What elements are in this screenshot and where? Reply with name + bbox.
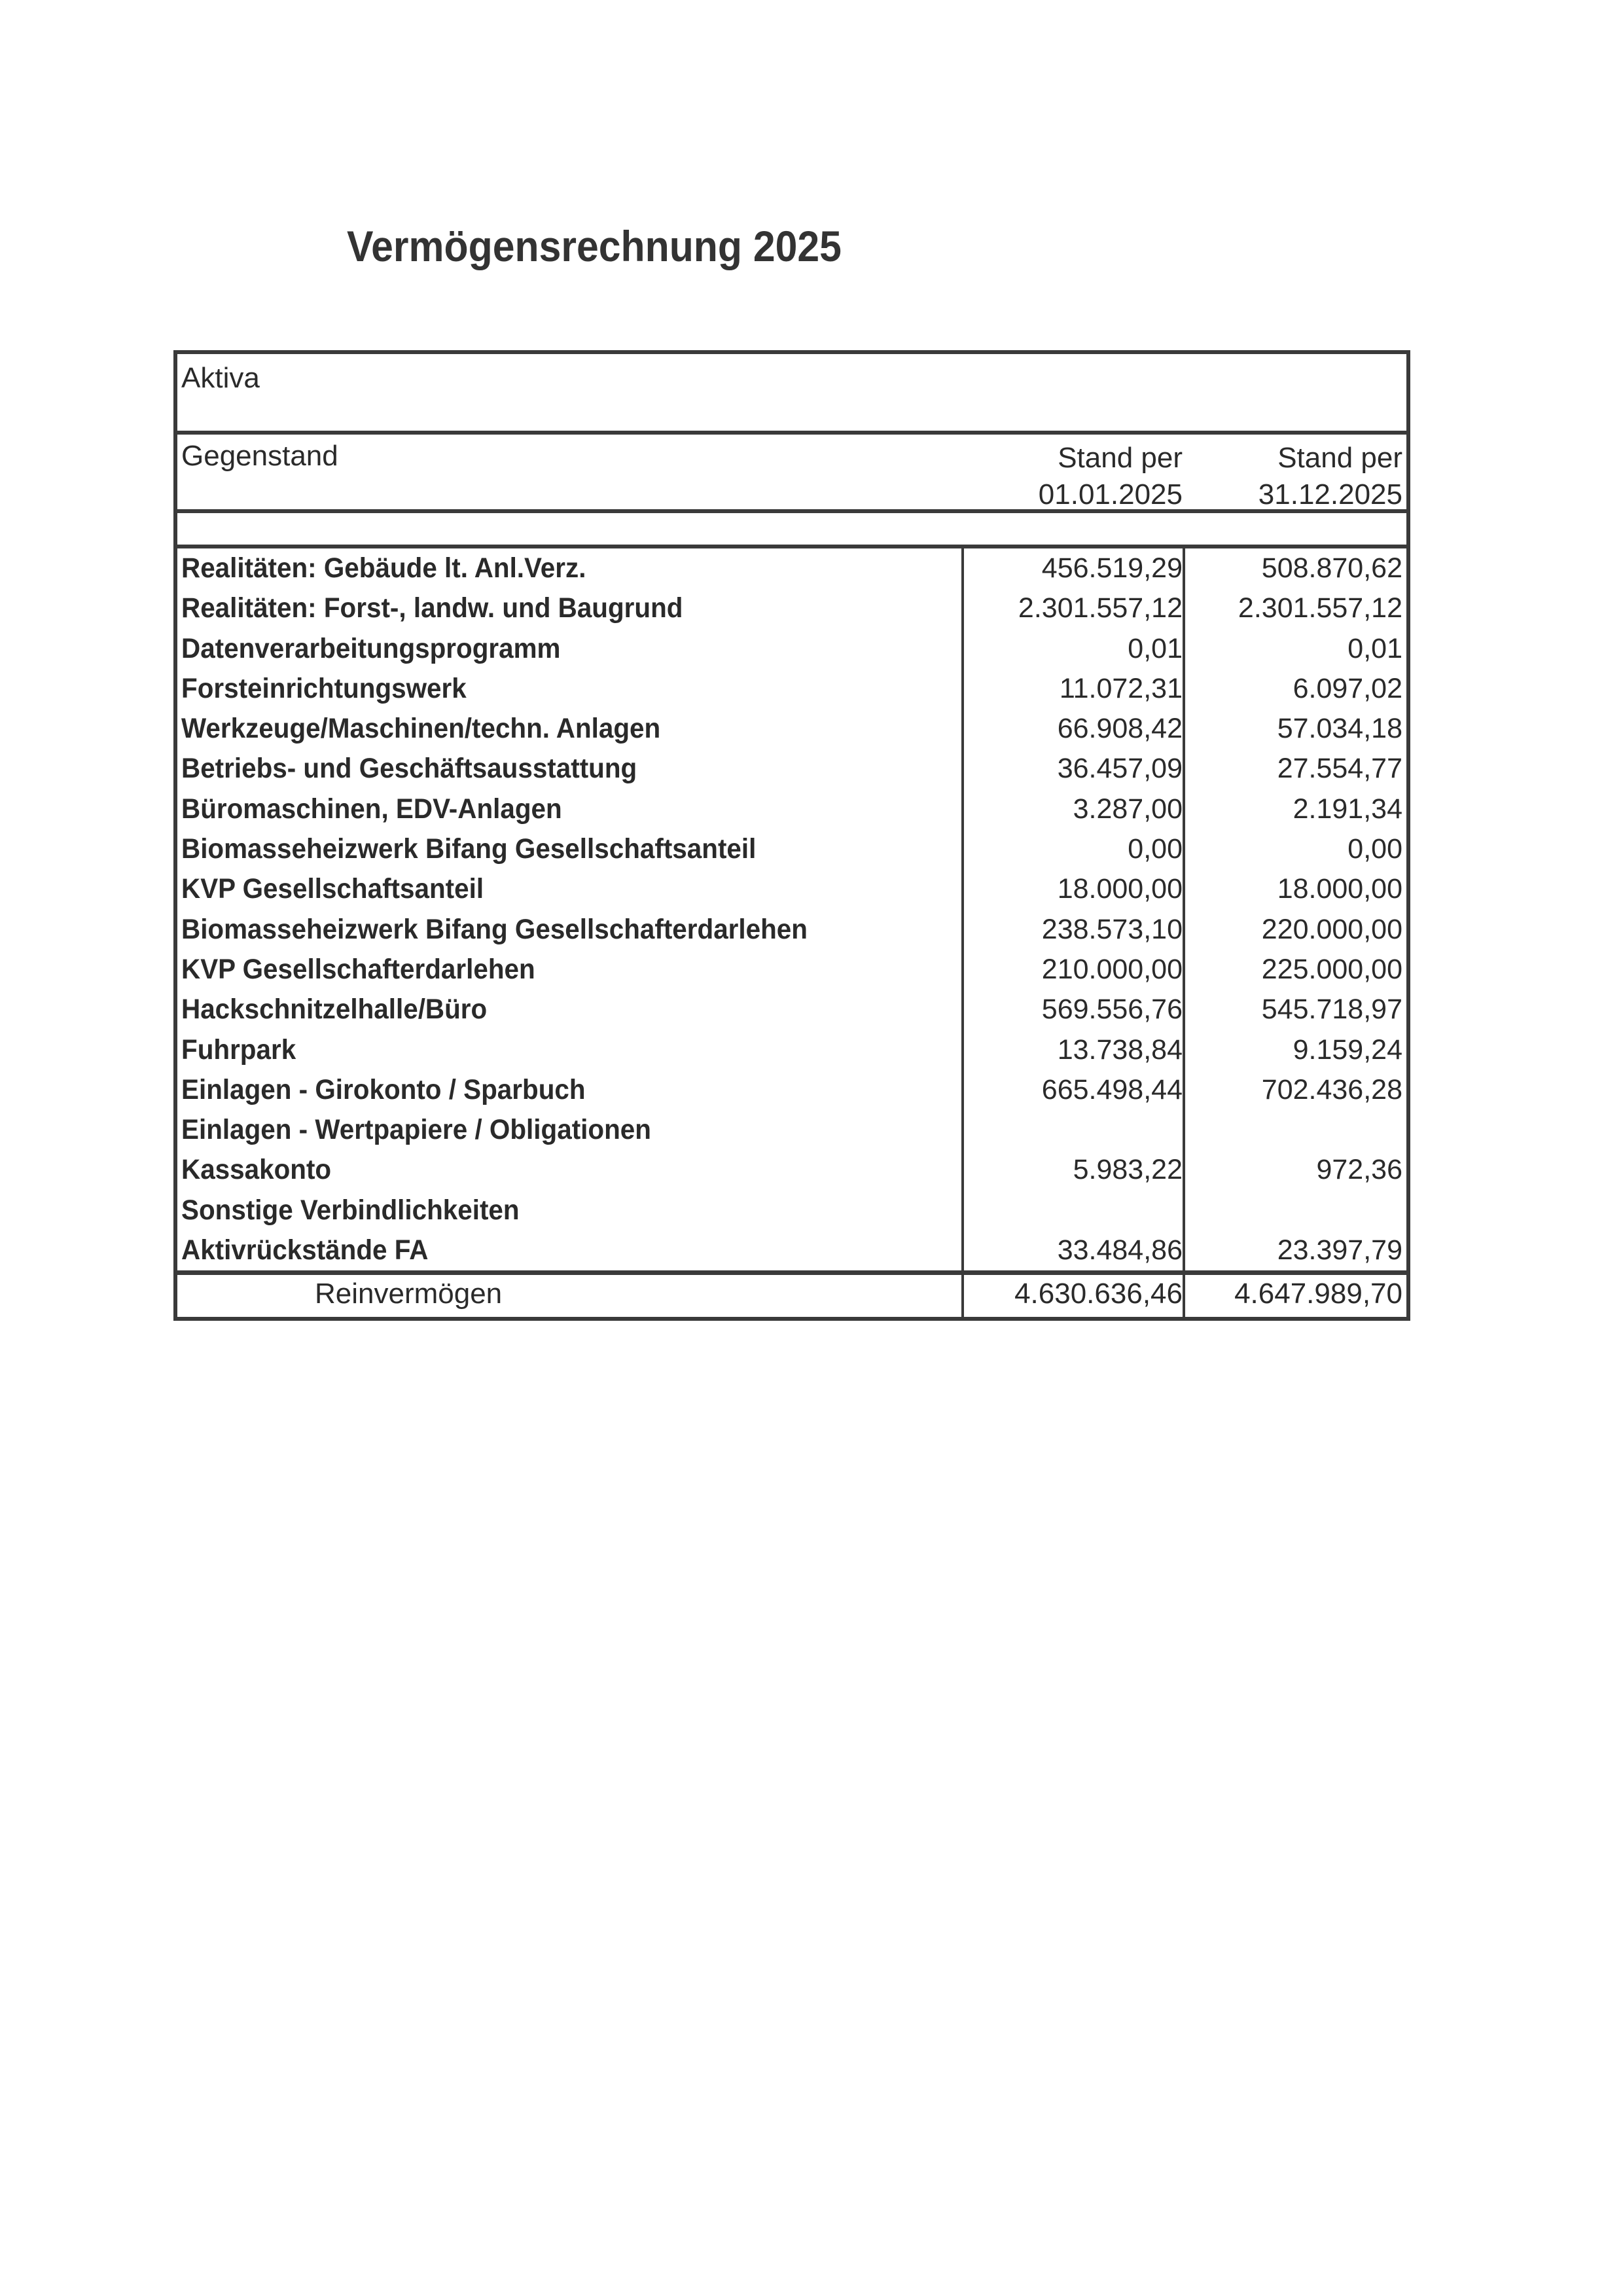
- row-end-value: 545.718,97: [1261, 994, 1402, 1026]
- row-item-name: Büromaschinen, EDV-Anlagen: [181, 793, 562, 825]
- row-end-value: 57.034,18: [1277, 713, 1402, 745]
- row-start-value: 569.556,76: [1041, 994, 1183, 1026]
- row-end-value: 972,36: [1316, 1154, 1402, 1186]
- total-end-value: 4.647.989,70: [1234, 1278, 1402, 1310]
- row-start-value: 456.519,29: [1041, 552, 1183, 584]
- row-start-value: 3.287,00: [1073, 793, 1183, 825]
- row-start-value: 13.738,84: [1057, 1033, 1183, 1066]
- row-end-value: 2.191,34: [1293, 793, 1402, 825]
- table-row: [177, 950, 1406, 990]
- row-item-name: KVP Gesellschafterdarlehen: [181, 953, 535, 985]
- table-row: [177, 629, 1406, 669]
- total-start-value: 4.630.636,46: [1014, 1278, 1183, 1310]
- row-end-value: 27.554,77: [1277, 753, 1402, 785]
- row-start-value: 210.000,00: [1041, 953, 1183, 985]
- table-row: [177, 990, 1406, 1030]
- column-divider: [961, 1275, 964, 1317]
- row-end-value: 23.397,79: [1277, 1234, 1402, 1266]
- row-item-name: Realitäten: Gebäude lt. Anl.Verz.: [181, 552, 586, 584]
- table-row: [177, 749, 1406, 789]
- column-header-row: [177, 435, 1406, 513]
- row-item-name: Realitäten: Forst-, landw. und Baugrund: [181, 592, 683, 624]
- row-item-name: Kassakonto: [181, 1154, 332, 1186]
- row-end-value: 220.000,00: [1261, 913, 1402, 945]
- table-row: [177, 588, 1406, 628]
- row-start-value: 5.983,22: [1073, 1154, 1183, 1186]
- row-item-name: Fuhrpark: [181, 1033, 296, 1066]
- table-row: [177, 910, 1406, 950]
- row-start-value: 238.573,10: [1041, 913, 1183, 945]
- section-label: Aktiva: [181, 362, 260, 394]
- row-start-value: 18.000,00: [1057, 873, 1183, 905]
- total-label: Reinvermögen: [315, 1278, 503, 1310]
- row-item-name: Forsteinrichtungswerk: [181, 672, 467, 704]
- table-row: [177, 1110, 1406, 1150]
- column-header-end-date: 31.12.2025: [1258, 478, 1402, 511]
- table-row: [177, 1191, 1406, 1230]
- row-start-value: 11.072,31: [1059, 672, 1183, 704]
- column-header-item: Gegenstand: [181, 440, 338, 472]
- column-header-start: [1039, 440, 1183, 513]
- row-item-name: Werkzeuge/Maschinen/techn. Anlagen: [181, 713, 661, 745]
- table-row: [177, 1230, 1406, 1270]
- document-title: Vermögensrechnung 2025: [347, 222, 842, 270]
- column-header-end-label: Stand per: [1277, 442, 1402, 474]
- row-start-value: 0,01: [1128, 632, 1183, 664]
- column-header-start-date: 01.01.2025: [1038, 478, 1183, 511]
- row-item-name: Einlagen - Girokonto / Sparbuch: [181, 1073, 586, 1105]
- total-row: [177, 1270, 1406, 1317]
- row-item-name: Sonstige Verbindlichkeiten: [181, 1194, 520, 1226]
- row-start-value: 2.301.557,12: [1018, 592, 1183, 624]
- row-start-value: 665.498,44: [1041, 1073, 1183, 1105]
- table-body: [177, 548, 1406, 1270]
- row-end-value: 18.000,00: [1277, 873, 1402, 905]
- row-end-value: 6.097,02: [1293, 672, 1402, 704]
- column-header-end: [1258, 440, 1402, 513]
- row-start-value: 33.484,86: [1057, 1234, 1183, 1266]
- row-end-value: 0,01: [1347, 632, 1402, 664]
- row-item-name: Aktivrückstände FA: [181, 1234, 429, 1266]
- asset-table: [173, 350, 1410, 1321]
- section-header: [177, 354, 1406, 435]
- row-item-name: Betriebs- und Geschäftsausstattung: [181, 753, 637, 785]
- row-start-value: 36.457,09: [1057, 753, 1183, 785]
- table-row: [177, 789, 1406, 829]
- row-end-value: 2.301.557,12: [1238, 592, 1402, 624]
- row-item-name: Datenverarbeitungsprogramm: [181, 632, 561, 664]
- column-header-start-label: Stand per: [1058, 442, 1183, 474]
- row-item-name: KVP Gesellschaftsanteil: [181, 873, 484, 905]
- table-row: [177, 548, 1406, 588]
- row-start-value: 0,00: [1128, 833, 1183, 865]
- table-row: [177, 869, 1406, 909]
- column-divider: [1183, 1275, 1185, 1317]
- row-end-value: 9.159,24: [1293, 1033, 1402, 1066]
- row-end-value: 0,00: [1347, 833, 1402, 865]
- row-item-name: Einlagen - Wertpapiere / Obligationen: [181, 1114, 651, 1146]
- table-row: [177, 1070, 1406, 1110]
- table-row: [177, 709, 1406, 749]
- table-row: [177, 669, 1406, 709]
- row-item-name: Hackschnitzelhalle/Büro: [181, 994, 488, 1026]
- row-item-name: Biomasseheizwerk Bifang Gesellschaftsanteil: [181, 833, 757, 865]
- row-item-name: Biomasseheizwerk Bifang Gesellschafterdarlehen: [181, 913, 808, 945]
- table-row: [177, 829, 1406, 869]
- table-row: [177, 1030, 1406, 1070]
- spacer-row: [177, 513, 1406, 548]
- row-end-value: 225.000,00: [1261, 953, 1402, 985]
- row-start-value: 66.908,42: [1057, 713, 1183, 745]
- row-end-value: 702.436,28: [1261, 1073, 1402, 1105]
- row-end-value: 508.870,62: [1261, 552, 1402, 584]
- table-row: [177, 1150, 1406, 1190]
